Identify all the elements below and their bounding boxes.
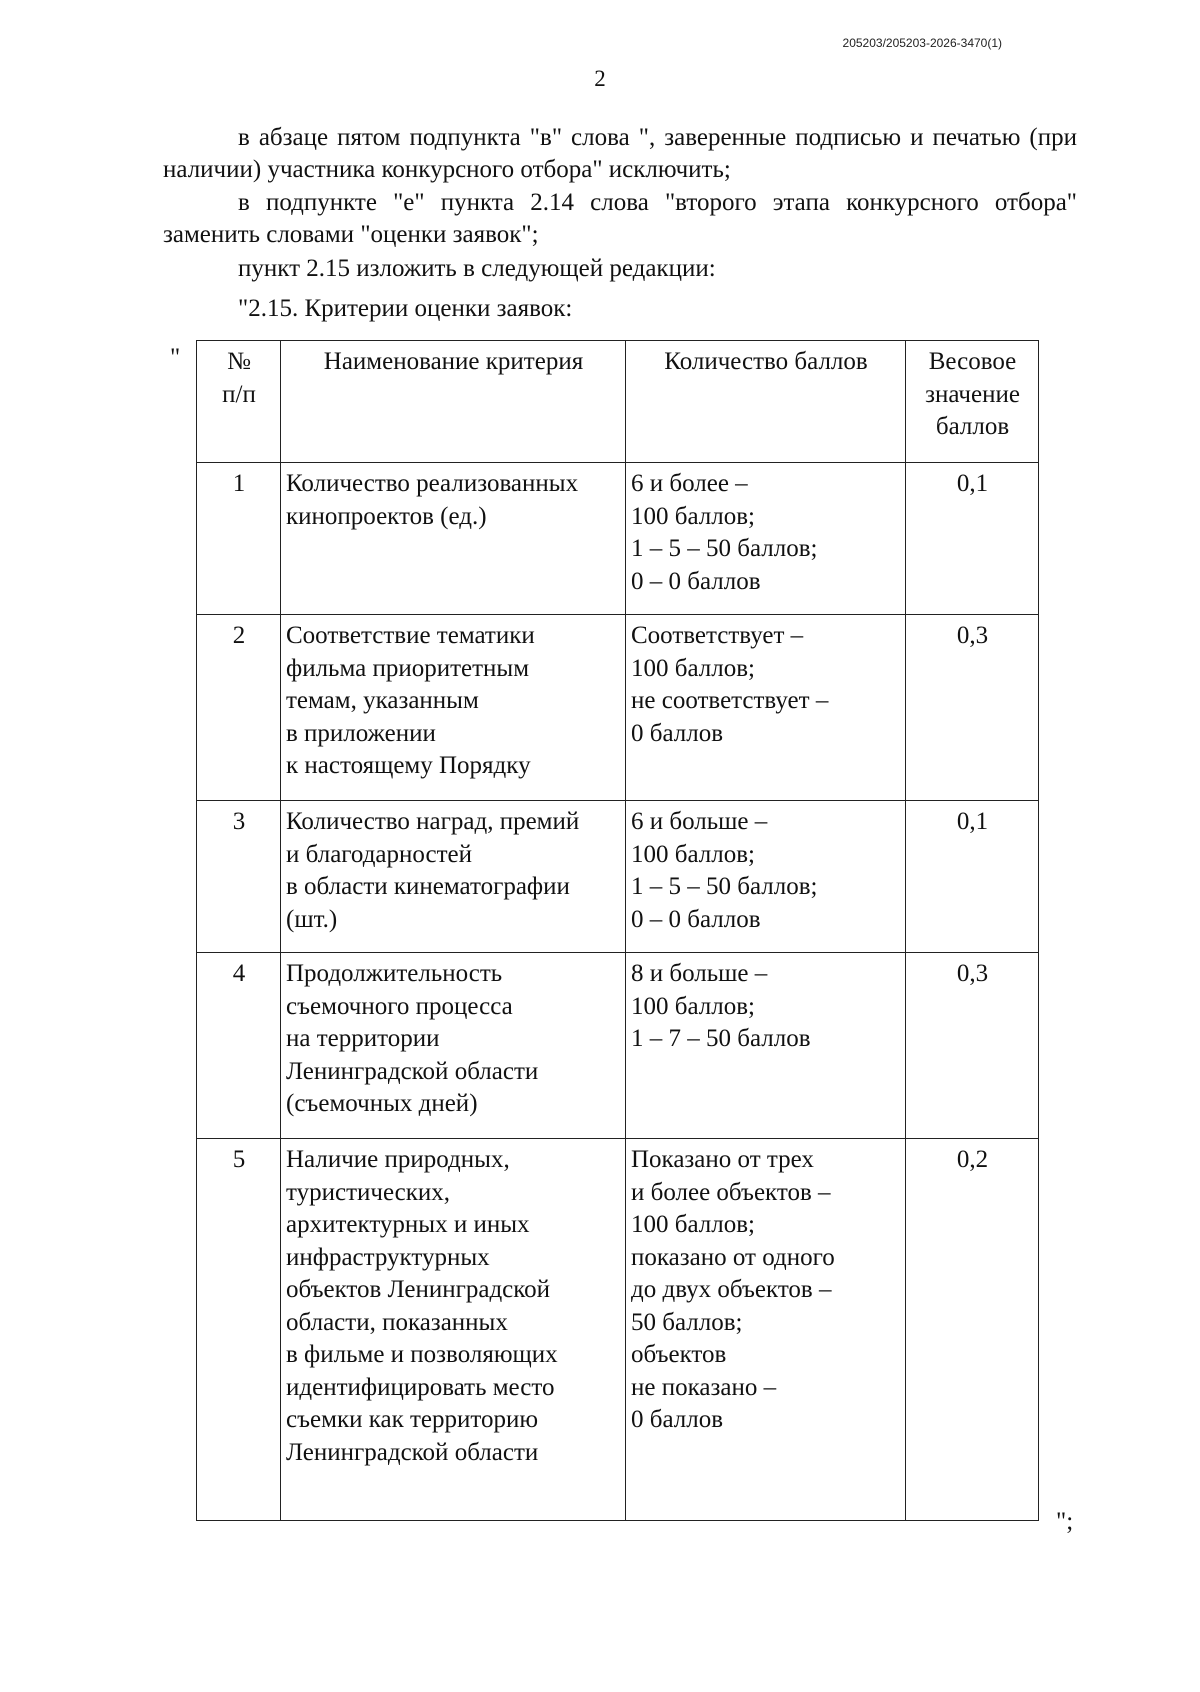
row-num: 3 [197,801,281,953]
row-num: 1 [197,463,281,615]
table-close-quote: "; [1056,1508,1074,1535]
table-header-row [197,341,1039,463]
table-row [197,463,1039,615]
row-score: 8 и больше – 100 баллов; 1 – 7 – 50 баллов [626,953,906,1139]
row-score: 6 и больше – 100 баллов; 1 – 5 – 50 баллов; 0 – 0 баллов [626,801,906,953]
paragraph-3: пункт 2.15 изложить в следующей редакции: [238,255,716,282]
paragraph-4-section-title: "2.15. Критерии оценки заявок: [238,295,573,322]
table-open-quote: " [170,344,181,371]
table-row [197,615,1039,801]
row-weight: 0,1 [906,801,1039,953]
row-num: 2 [197,615,281,801]
table-row [197,1139,1039,1521]
row-weight: 0,2 [906,1139,1039,1521]
row-weight: 0,3 [906,953,1039,1139]
page-number: 2 [594,66,606,91]
row-score: Соответствует – 100 баллов; не соответствует – 0 баллов [626,615,906,801]
row-criterion-name: Количество наград, премий и благодарностей в области кинематографии (шт.) [281,801,626,953]
header-weight: Весовое значение баллов [906,341,1039,463]
row-criterion-name: Наличие природных, туристических, архитектурных и иных инфраструктурных объектов Ленинградской области, показанных в фильме и позволяющих идентифицировать место съемки как территорию Ленинградской области [281,1139,626,1521]
row-criterion-name: Соответствие тематики фильма приоритетным темам, указанным в приложении к настоящему Порядку [281,615,626,801]
row-num: 4 [197,953,281,1139]
row-criterion-name: Количество реализованных кинопроектов (ед.) [281,463,626,615]
paragraph-2: в подпункте "е" пункта 2.14 слова "второго этапа конкурсного отбора" заменить словами "оценки заявок"; [163,189,1077,248]
header-criterion-name: Наименование критерия [281,341,626,463]
header-score: Количество баллов [626,341,906,463]
table-row [197,801,1039,953]
document-id: 205203/205203-2026-3470(1) [842,36,1002,50]
table-row [197,953,1039,1139]
row-weight: 0,3 [906,615,1039,801]
criteria-table [196,340,1039,1521]
row-score: Показано от трех и более объектов – 100 баллов; показано от одного до двух объектов – 50 баллов; объектов не показано – 0 баллов [626,1139,906,1521]
row-score: 6 и более – 100 баллов; 1 – 5 – 50 баллов; 0 – 0 баллов [626,463,906,615]
row-weight: 0,1 [906,463,1039,615]
row-criterion-name: Продолжительность съемочного процесса на территории Ленинградской области (съемочных дней) [281,953,626,1139]
row-num: 5 [197,1139,281,1521]
paragraph-1: в абзаце пятом подпункта "в" слова ", заверенные подписью и печатью (при наличии) участника конкурсного отбора" исключить; [163,124,1077,183]
header-num: № п/п [197,341,281,463]
